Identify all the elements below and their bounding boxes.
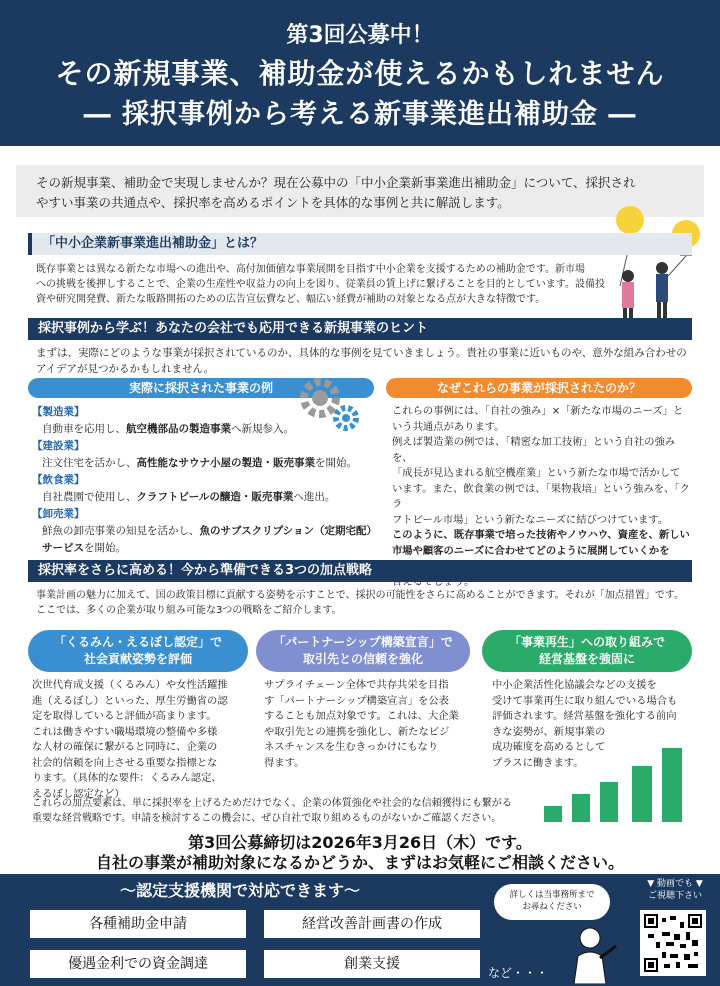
header-title: その新規事業、補助金が使えるかもしれません: [55, 57, 665, 90]
card1-line: これは働きやすい職場環境の整備や多様: [32, 725, 218, 738]
card3-title-1: 「事業再生」への取り組みで: [508, 635, 665, 649]
reason-line: これらの事例には、「自社の強み」×「新たな市場のニーズ」と: [392, 405, 684, 417]
example-highlight: 魚のサブスクリプション（定期宅配）: [199, 525, 377, 537]
service-startup-support: 創業支援: [264, 950, 480, 978]
example-highlight: サービス: [42, 542, 84, 554]
reason-line: 市場や顧客のニーズに合わせてどのように展開していくかを: [392, 544, 670, 557]
example-item: [32, 455, 382, 472]
card3-line: 受けて事業再生に取り組んでいる場合も: [492, 694, 678, 707]
example-text: 自動車を応用し、: [42, 423, 126, 435]
bubble-line-1: 詳しくは当事務所まで: [509, 890, 595, 900]
card3-title-2: 経営基盤を強固に: [538, 652, 635, 666]
card1-title-2: 社会貢献姿勢を評価: [83, 652, 192, 666]
intro-text-2: やすい事業の共通点や、採択率を高めるポイントを具体的な事例と共に解説します。: [36, 195, 510, 210]
service-management-plan: 経営改善計画書の作成: [264, 910, 480, 938]
card2-line: す「パートナーシップ構築宣言」を公表: [264, 694, 449, 707]
example-item: [32, 540, 382, 557]
card2-title: [256, 630, 470, 672]
card2-line: 得ます。: [264, 756, 305, 769]
card3-line: 中小企業活性化協議会などの支援を: [492, 679, 657, 691]
card1-title-1: 「くるみん・えるぼし認定」で: [53, 635, 222, 649]
example-highlight: 高性能なサウナ小屋の製造・販売事業: [136, 457, 315, 469]
card1-line: ります。（具体的な要件：くるみん認定、: [32, 772, 222, 784]
header-banner: [0, 0, 720, 146]
example-category: 【飲食業】: [32, 474, 85, 486]
section1-body-2: への挑戦を後押しすることで、企業の生産性や収益力の向上を図り、従業員の賃上げに繋げることを目的としています。設備投: [36, 279, 605, 290]
card2-title-1: 「パートナーシップ構築宣言」で: [273, 635, 453, 649]
example-text-end: へ新規参入。: [231, 423, 294, 435]
card2-title-2: 取引先との信頼を強化: [302, 652, 423, 666]
card2-body: [264, 678, 474, 771]
example-highlight: 航空機部品の製造事業: [126, 423, 231, 435]
section1-body: [36, 262, 626, 307]
card2-line: することも加点対象です。これは、大企業: [264, 710, 459, 722]
card2-line: サプライチェーン全体で共存共栄を目指: [264, 679, 449, 691]
deadline-line1: 第3回公募締切は2026年3月26日（木）です。: [188, 833, 532, 852]
qr-code-icon[interactable]: [640, 910, 706, 976]
reason-line: フトビール市場」という新たなニーズに結びつけています。: [392, 513, 669, 526]
pointing-person-icon: [560, 924, 620, 984]
qr-code-pattern: [644, 914, 702, 972]
video-note-1: ▼ 動画でも ▼: [647, 879, 703, 889]
reasons-heading: なぜこれらの事業が採択されたのか？: [386, 378, 692, 398]
section3-title: 採択率をさらに高める！今から準備できる3つの加点戦略: [28, 560, 692, 582]
bubble-line-2: お尋ねください: [522, 902, 582, 912]
section1-body-3: 資や研究開発費、新たな販路開拓のための広告宣伝費など、幅広い経費が補助の対象となる点が大きな特徴です。: [36, 294, 546, 305]
card1-body: [32, 678, 252, 802]
section3-intro-2: ここでは、多くの企業が取り組み可能な3つの戦略をご紹介します。: [36, 605, 342, 616]
example-text-end: を開始。: [84, 542, 126, 554]
example-text-end: を開始。: [315, 457, 357, 469]
footer-etc: など・・・: [488, 966, 549, 980]
reason-line: このように、既存事業で培った技術やノウハウ、資産を、新しい: [392, 529, 690, 541]
card1-line: 社会的信頼を向上させる重要な指標とな: [32, 756, 218, 769]
reason-line: 「成長が見込まれる航空機産業」という新たな市場で活かして: [392, 467, 681, 479]
example-category: 【製造業】: [32, 406, 85, 418]
example-item: [32, 421, 382, 438]
section2-intro: [36, 345, 696, 377]
card1-line: 次世代育成支援（くるみん）や女性活躍推: [32, 679, 228, 691]
example-category: 【卸売業】: [32, 508, 85, 520]
examples-list: [32, 404, 382, 557]
card3-title: [482, 630, 692, 672]
section3-intro-1: 事業計画の魅力に加えて、国の政策目標に貢献する姿勢を示すことで、採択の可能性をさらに高めることができます。それが「加点措置」です。: [36, 590, 684, 601]
section1-title: 「中小企業新事業進出補助金」とは？: [28, 233, 692, 255]
service-preferential-loan: 優遇金利での資金調達: [30, 950, 246, 978]
example-item: [32, 523, 382, 540]
reason-line: 例えば製造業の例では、「精密な加工技術」という自社の強みを、: [392, 436, 676, 464]
reason-line: います。また、飲食業の例では、「果物栽培」という強みを、「クラ: [392, 482, 690, 510]
card1-line: 定を取得していると評価が高まります。: [32, 710, 217, 722]
card3-line: プラスに働きます。: [492, 756, 584, 769]
card3-line: 成功確度を高めるとして: [492, 741, 606, 753]
deadline-line2: 自社の事業が補助対象になるかどうか、まずはお気軽にご相談ください。: [95, 853, 624, 872]
card2-line: ネスチャンスを生むきっかけにもなり: [264, 741, 439, 753]
section2-title: 採択事例から学ぶ！あなたの会社でも応用できる新規事業のヒント: [28, 318, 692, 340]
service-subsidy-application: 各種補助金申請: [30, 910, 246, 938]
examples-heading: 実際に採択された事業の例: [28, 378, 374, 398]
section3-closing: [32, 796, 542, 826]
card1-line: な人材の確保に繋がると同時に、企業の: [32, 741, 218, 753]
video-note: [640, 878, 710, 902]
example-text: 自社農園で使用し、: [42, 491, 137, 503]
closing-line-2: 重要な経営戦略です。申請を検討するこの機会に、ぜひ自社で取り組めるものがないかご確認ください。: [32, 813, 502, 824]
section2-intro-1: まずは、実際にどのような事業が採択されているのか、具体的な事例を見ていきましょう。貴社の事業に近いものや、意外な組み合わせの: [36, 347, 687, 359]
section2-intro-2: アイデアが見つかるかもしれません。: [36, 363, 215, 375]
speech-bubble: [494, 884, 610, 920]
example-item: [32, 489, 382, 506]
section3-intro: [36, 588, 700, 618]
card1-title: [28, 630, 248, 672]
card3-line: きな姿勢が、新規事業の: [492, 725, 606, 738]
video-note-2: ご視聴下さい: [647, 891, 702, 901]
card3-line: 評価されます。経営基盤を強化する前向: [492, 710, 677, 722]
example-text-end: へ進出。: [293, 491, 336, 503]
section1-body-1: 既存事業とは異なる新たな市場への進出や、高付加価値な事業展開を目指す中小企業を支援するための補助金です。新市場: [36, 264, 585, 275]
example-highlight: クラフトビールの醸造・販売事業: [136, 491, 294, 503]
closing-line-1: これらの加点要素は、単に採択率を上げるためだけでなく、企業の体質強化や社会的な信頼獲得にも繋がる: [32, 798, 512, 809]
example-category: 【建設業】: [32, 440, 85, 452]
reason-line: いう共通点があります。: [392, 420, 505, 433]
header-line1: 第3回公募中！: [286, 23, 434, 48]
card2-line: や取引先との連携を強化し、新たなビジ: [264, 725, 450, 738]
card1-line: えるぼし認定など）: [32, 787, 125, 800]
card1-line: 進（えるぼし）といった、厚生労働省の認: [32, 694, 228, 707]
footer-title: ～認定支援機関で対応できます～: [119, 881, 360, 900]
intro-text-1: その新規事業、補助金で実現しませんか？現在公募中の「中小企業新事業進出補助金」について、採択され: [36, 175, 636, 190]
example-text: 鮮魚の卸売事業の知見を活かし、: [42, 525, 200, 537]
header-subtitle: ― 採択事例から考える新事業進出補助金 ―: [83, 99, 637, 130]
example-text: 注文住宅を活かし、: [42, 457, 137, 469]
